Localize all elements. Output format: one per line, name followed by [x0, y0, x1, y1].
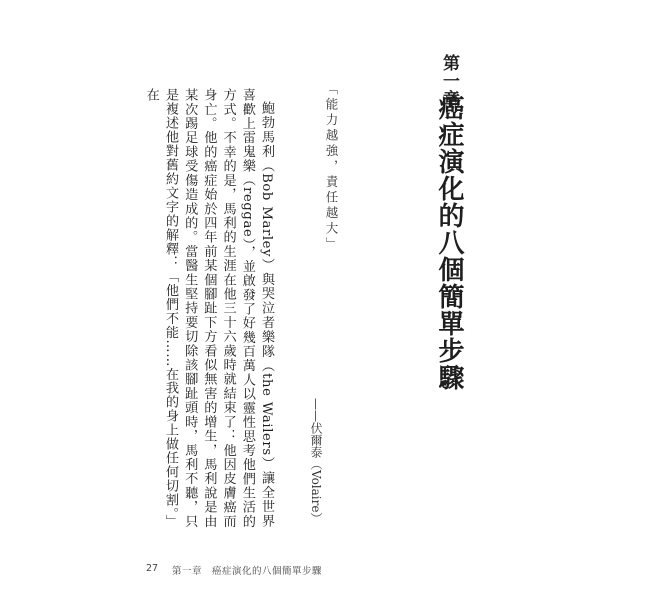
- body-text: [143, 88, 276, 528]
- page-footer: [0, 563, 655, 579]
- epigraph-quote: 「能力越強，責任越大」: [324, 82, 339, 253]
- page-number: 27: [146, 563, 159, 574]
- epigraph-attribution: ——伏爾泰（Volaire）: [309, 398, 323, 525]
- running-head: 第一章 癌症演化的八個簡單步驟: [172, 566, 323, 577]
- body-paragraph: 鮑勃馬利（Bob Marley）與哭泣者樂隊（the Wailers）讓全世界喜歡上雷鬼樂（reggae），並啟發了好幾百萬人以靈性思考他們生活的方式。不幸的是，馬利的生涯在他三十六歲時就結束了：他因皮膚癌而身亡。他的癌症始於四年前某個腳趾下方看似無害的增生，馬利說是由某次踢足球受傷造成的。當醫生堅持要切除該腳趾頭時，馬利不聽，只是複述他對舊約文字的解釋：「他們不能……在我的身上做任何切割。」在: [143, 88, 274, 528]
- chapter-label: 第一章: [439, 54, 459, 108]
- chapter-title: 癌症演化的八個簡單步驟: [434, 94, 464, 391]
